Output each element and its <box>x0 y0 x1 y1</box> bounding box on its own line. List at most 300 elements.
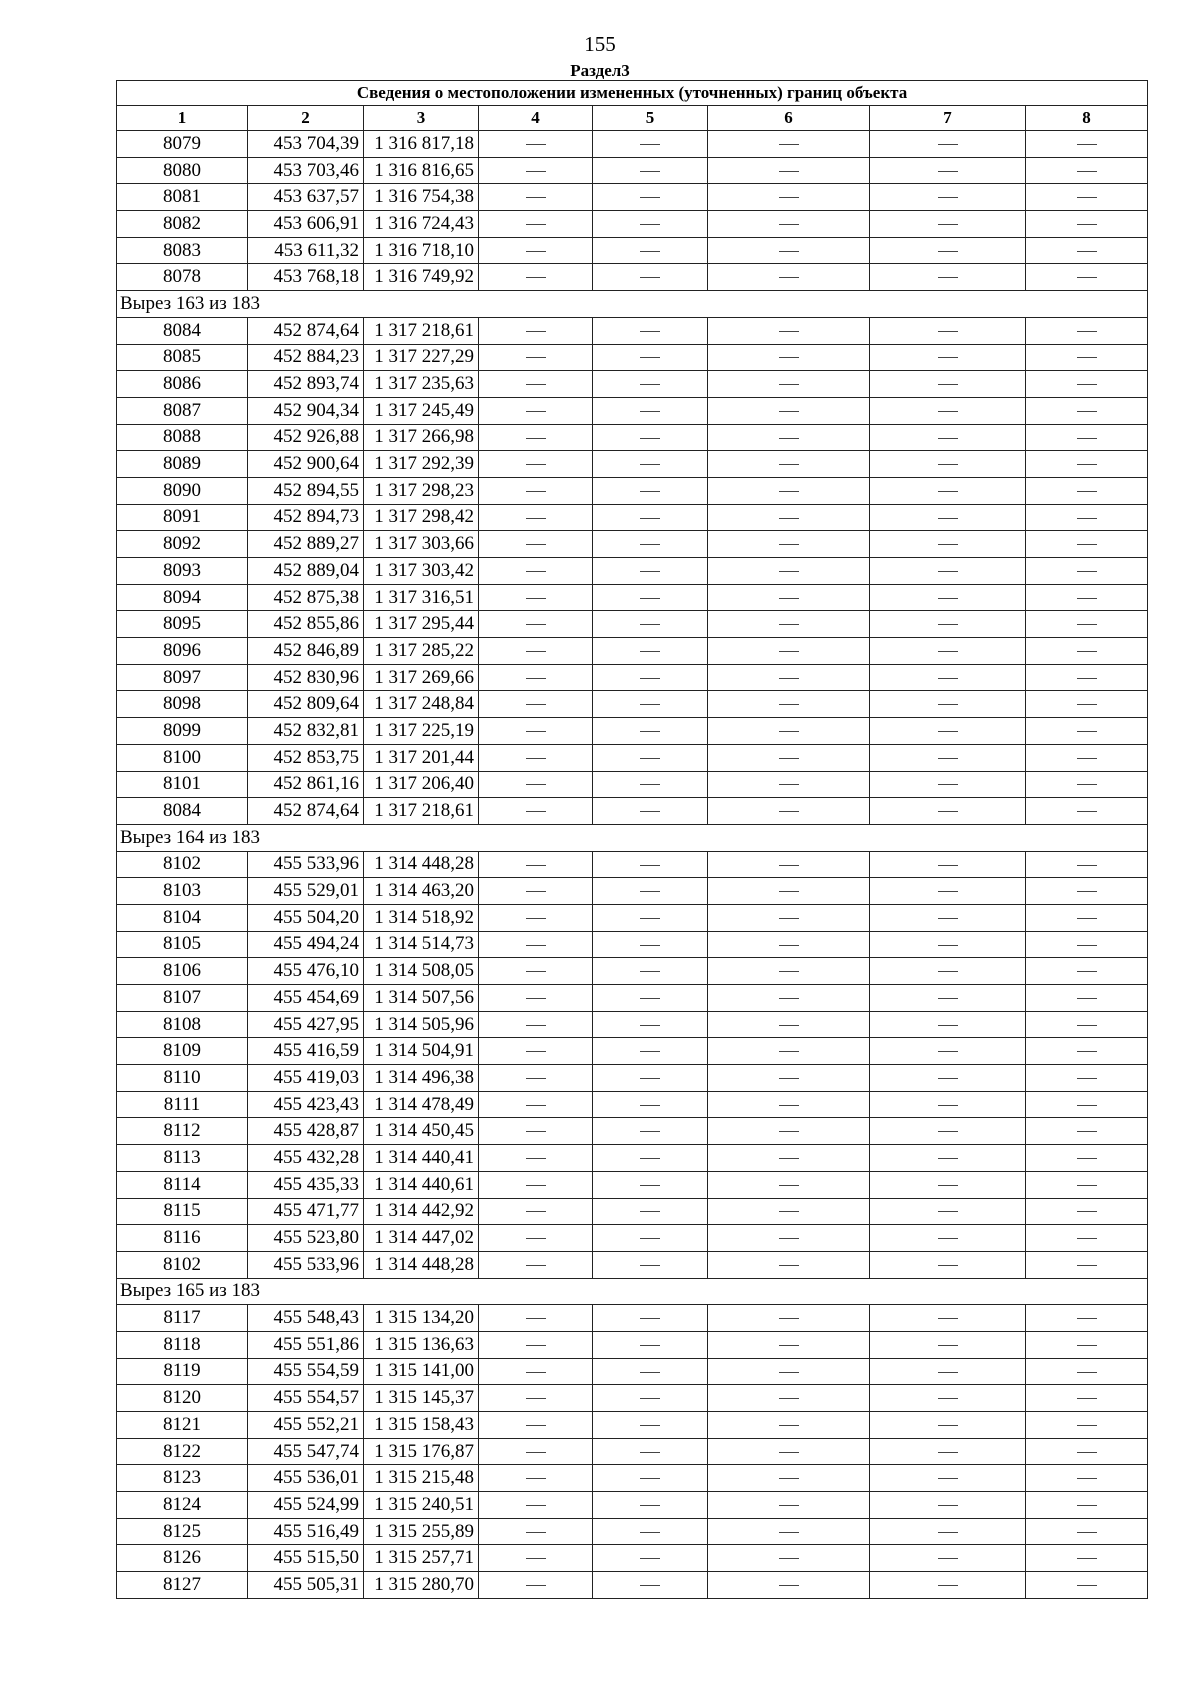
dash-mark <box>526 1505 546 1506</box>
point-number: 8092 <box>117 531 248 558</box>
x-coordinate: 455 552,21 <box>248 1412 364 1439</box>
table-title-row <box>117 81 1148 106</box>
dash-mark <box>526 1318 546 1319</box>
dash-mark <box>526 1585 546 1586</box>
dash-mark <box>779 998 799 999</box>
x-coordinate: 452 884,23 <box>248 344 364 371</box>
dash-mark <box>526 491 546 492</box>
empty-cell <box>708 664 870 691</box>
x-coordinate: 455 554,57 <box>248 1385 364 1412</box>
empty-cell <box>708 1438 870 1465</box>
dash-mark <box>938 1478 958 1479</box>
dash-mark <box>526 197 546 198</box>
empty-cell <box>708 798 870 825</box>
x-coordinate: 453 606,91 <box>248 211 364 238</box>
empty-cell <box>708 371 870 398</box>
point-number: 8114 <box>117 1171 248 1198</box>
y-coordinate: 1 315 158,43 <box>364 1412 479 1439</box>
dash-mark <box>938 144 958 145</box>
dash-mark <box>1077 518 1097 519</box>
dash-mark <box>938 384 958 385</box>
dash-mark <box>526 1211 546 1212</box>
dash-mark <box>938 784 958 785</box>
dash-mark <box>640 224 660 225</box>
dash-mark <box>779 1265 799 1266</box>
dash-mark <box>938 1558 958 1559</box>
empty-cell <box>593 451 708 478</box>
dash-mark <box>1077 1345 1097 1346</box>
empty-cell <box>708 1065 870 1092</box>
dash-mark <box>526 224 546 225</box>
dash-mark <box>526 704 546 705</box>
dash-mark <box>640 865 660 866</box>
x-coordinate: 455 529,01 <box>248 878 364 905</box>
dash-mark <box>640 1318 660 1319</box>
empty-cell <box>479 317 593 344</box>
dash-mark <box>779 357 799 358</box>
empty-cell <box>479 1225 593 1252</box>
empty-cell <box>870 1545 1026 1572</box>
point-number: 8103 <box>117 878 248 905</box>
table-row <box>117 691 1148 718</box>
x-coordinate: 455 515,50 <box>248 1545 364 1572</box>
dash-mark <box>938 758 958 759</box>
dash-mark <box>1077 1425 1097 1426</box>
point-number: 8083 <box>117 237 248 264</box>
table-row <box>117 1091 1148 1118</box>
empty-cell <box>1026 477 1148 504</box>
column-header: 6 <box>708 106 870 131</box>
empty-cell <box>708 1091 870 1118</box>
dash-mark <box>526 544 546 545</box>
x-coordinate: 452 832,81 <box>248 718 364 745</box>
empty-cell <box>479 904 593 931</box>
empty-cell <box>479 638 593 665</box>
empty-cell <box>593 718 708 745</box>
empty-cell <box>870 664 1026 691</box>
empty-cell <box>708 691 870 718</box>
y-coordinate: 1 314 448,28 <box>364 851 479 878</box>
dash-mark <box>526 1158 546 1159</box>
table-row <box>117 1545 1148 1572</box>
empty-cell <box>479 1465 593 1492</box>
empty-cell <box>1026 851 1148 878</box>
table-row <box>117 638 1148 665</box>
empty-cell <box>870 1118 1026 1145</box>
empty-cell <box>708 531 870 558</box>
y-coordinate: 1 317 298,42 <box>364 504 479 531</box>
cut-section-row <box>117 824 1148 851</box>
dash-mark <box>779 1505 799 1506</box>
dash-mark <box>938 491 958 492</box>
empty-cell <box>479 1091 593 1118</box>
dash-mark <box>779 678 799 679</box>
x-coordinate: 455 523,80 <box>248 1225 364 1252</box>
empty-cell <box>1026 958 1148 985</box>
empty-cell <box>479 1011 593 1038</box>
y-coordinate: 1 317 298,23 <box>364 477 479 504</box>
empty-cell <box>593 477 708 504</box>
empty-cell <box>708 1305 870 1332</box>
empty-cell <box>479 1385 593 1412</box>
dash-mark <box>640 891 660 892</box>
column-header: 2 <box>248 106 364 131</box>
dash-mark <box>938 1051 958 1052</box>
dash-mark <box>779 438 799 439</box>
empty-cell <box>708 1038 870 1065</box>
dash-mark <box>526 1558 546 1559</box>
empty-cell <box>1026 1251 1148 1278</box>
dash-mark <box>779 1532 799 1533</box>
table-row <box>117 664 1148 691</box>
dash-mark <box>938 357 958 358</box>
empty-cell <box>593 664 708 691</box>
empty-cell <box>593 1091 708 1118</box>
y-coordinate: 1 316 817,18 <box>364 131 479 158</box>
dash-mark <box>779 1025 799 1026</box>
empty-cell <box>593 611 708 638</box>
dash-mark <box>640 624 660 625</box>
dash-mark <box>938 811 958 812</box>
empty-cell <box>1026 1331 1148 1358</box>
empty-cell <box>479 771 593 798</box>
empty-cell <box>593 878 708 905</box>
y-coordinate: 1 317 285,22 <box>364 638 479 665</box>
empty-cell <box>870 958 1026 985</box>
empty-cell <box>708 958 870 985</box>
empty-cell <box>479 424 593 451</box>
empty-cell <box>1026 211 1148 238</box>
empty-cell <box>1026 1225 1148 1252</box>
y-coordinate: 1 317 248,84 <box>364 691 479 718</box>
empty-cell <box>870 1331 1026 1358</box>
dash-mark <box>1077 651 1097 652</box>
empty-cell <box>593 744 708 771</box>
dash-mark <box>640 1105 660 1106</box>
dash-mark <box>1077 171 1097 172</box>
empty-cell <box>593 264 708 291</box>
empty-cell <box>870 1251 1026 1278</box>
y-coordinate: 1 315 255,89 <box>364 1518 479 1545</box>
dash-mark <box>938 1585 958 1586</box>
dash-mark <box>640 971 660 972</box>
y-coordinate: 1 315 141,00 <box>364 1358 479 1385</box>
empty-cell <box>479 264 593 291</box>
empty-cell <box>870 904 1026 931</box>
table-row <box>117 1171 1148 1198</box>
cut-section-label: Вырез 164 из 183 <box>117 824 1148 851</box>
empty-cell <box>1026 1572 1148 1599</box>
empty-cell <box>1026 504 1148 531</box>
dash-mark <box>938 918 958 919</box>
empty-cell <box>1026 744 1148 771</box>
table-row <box>117 184 1148 211</box>
y-coordinate: 1 317 316,51 <box>364 584 479 611</box>
dash-mark <box>1077 144 1097 145</box>
dash-mark <box>1077 411 1097 412</box>
empty-cell <box>870 851 1026 878</box>
empty-cell <box>1026 985 1148 1012</box>
point-number: 8120 <box>117 1385 248 1412</box>
table-row <box>117 477 1148 504</box>
point-number: 8080 <box>117 157 248 184</box>
dash-mark <box>1077 1585 1097 1586</box>
y-coordinate: 1 317 295,44 <box>364 611 479 638</box>
dash-mark <box>779 1078 799 1079</box>
empty-cell <box>870 397 1026 424</box>
empty-cell <box>479 477 593 504</box>
point-number: 8102 <box>117 851 248 878</box>
empty-cell <box>1026 1545 1148 1572</box>
dash-mark <box>640 1505 660 1506</box>
empty-cell <box>708 744 870 771</box>
dash-mark <box>640 518 660 519</box>
dash-mark <box>526 731 546 732</box>
table-row <box>117 958 1148 985</box>
empty-cell <box>1026 264 1148 291</box>
point-number: 8126 <box>117 1545 248 1572</box>
dash-mark <box>640 144 660 145</box>
empty-cell <box>708 237 870 264</box>
dash-mark <box>779 1211 799 1212</box>
empty-cell <box>708 1465 870 1492</box>
empty-cell <box>708 157 870 184</box>
empty-cell <box>479 878 593 905</box>
point-number: 8081 <box>117 184 248 211</box>
empty-cell <box>593 798 708 825</box>
empty-cell <box>870 1011 1026 1038</box>
point-number: 8104 <box>117 904 248 931</box>
empty-cell <box>870 237 1026 264</box>
point-number: 8109 <box>117 1038 248 1065</box>
dash-mark <box>1077 678 1097 679</box>
dash-mark <box>938 1211 958 1212</box>
empty-cell <box>870 1465 1026 1492</box>
empty-cell <box>1026 1038 1148 1065</box>
dash-mark <box>526 945 546 946</box>
empty-cell <box>479 851 593 878</box>
dash-mark <box>526 1345 546 1346</box>
dash-mark <box>526 758 546 759</box>
point-number: 8099 <box>117 718 248 745</box>
empty-cell <box>708 1331 870 1358</box>
dash-mark <box>779 811 799 812</box>
table-row <box>117 558 1148 585</box>
dash-mark <box>938 1025 958 1026</box>
dash-mark <box>526 918 546 919</box>
dash-mark <box>779 918 799 919</box>
empty-cell <box>593 1358 708 1385</box>
empty-cell <box>708 131 870 158</box>
empty-cell <box>708 184 870 211</box>
dash-mark <box>640 438 660 439</box>
empty-cell <box>870 211 1026 238</box>
y-coordinate: 1 317 225,19 <box>364 718 479 745</box>
x-coordinate: 455 504,20 <box>248 904 364 931</box>
x-coordinate: 455 454,69 <box>248 985 364 1012</box>
dash-mark <box>779 491 799 492</box>
dash-mark <box>779 384 799 385</box>
empty-cell <box>593 851 708 878</box>
dash-mark <box>1077 1185 1097 1186</box>
point-number: 8090 <box>117 477 248 504</box>
empty-cell <box>479 664 593 691</box>
empty-cell <box>870 264 1026 291</box>
point-number: 8102 <box>117 1251 248 1278</box>
empty-cell <box>593 211 708 238</box>
table-row <box>117 904 1148 931</box>
empty-cell <box>870 878 1026 905</box>
empty-cell <box>593 958 708 985</box>
empty-cell <box>708 1145 870 1172</box>
table-row <box>117 1198 1148 1225</box>
dash-mark <box>640 1078 660 1079</box>
dash-mark <box>640 1532 660 1533</box>
dash-mark <box>1077 1131 1097 1132</box>
empty-cell <box>479 1145 593 1172</box>
empty-cell <box>1026 131 1148 158</box>
table-row <box>117 237 1148 264</box>
empty-cell <box>1026 558 1148 585</box>
empty-cell <box>593 1251 708 1278</box>
point-number: 8096 <box>117 638 248 665</box>
x-coordinate: 455 533,96 <box>248 851 364 878</box>
dash-mark <box>1077 1398 1097 1399</box>
empty-cell <box>870 531 1026 558</box>
dash-mark <box>640 1051 660 1052</box>
empty-cell <box>1026 1518 1148 1545</box>
dash-mark <box>526 998 546 999</box>
column-header: 8 <box>1026 106 1148 131</box>
dash-mark <box>1077 971 1097 972</box>
dash-mark <box>640 1025 660 1026</box>
table-row <box>117 1118 1148 1145</box>
y-coordinate: 1 317 266,98 <box>364 424 479 451</box>
empty-cell <box>479 211 593 238</box>
cut-section-label: Вырез 165 из 183 <box>117 1278 1148 1305</box>
dash-mark <box>938 1452 958 1453</box>
dash-mark <box>1077 758 1097 759</box>
dash-mark <box>640 1452 660 1453</box>
dash-mark <box>779 251 799 252</box>
empty-cell <box>593 1038 708 1065</box>
empty-cell <box>479 1038 593 1065</box>
table-row <box>117 131 1148 158</box>
empty-cell <box>479 1358 593 1385</box>
empty-cell <box>1026 1305 1148 1332</box>
table-row <box>117 771 1148 798</box>
dash-mark <box>640 1265 660 1266</box>
x-coordinate: 455 423,43 <box>248 1091 364 1118</box>
table-row <box>117 878 1148 905</box>
point-number: 8084 <box>117 317 248 344</box>
empty-cell <box>593 397 708 424</box>
dash-mark <box>526 784 546 785</box>
x-coordinate: 453 637,57 <box>248 184 364 211</box>
empty-cell <box>593 1118 708 1145</box>
dash-mark <box>640 544 660 545</box>
point-number: 8097 <box>117 664 248 691</box>
empty-cell <box>593 131 708 158</box>
column-header: 4 <box>479 106 593 131</box>
empty-cell <box>1026 1385 1148 1412</box>
empty-cell <box>593 1331 708 1358</box>
empty-cell <box>1026 157 1148 184</box>
empty-cell <box>593 638 708 665</box>
x-coordinate: 453 703,46 <box>248 157 364 184</box>
dash-mark <box>779 1158 799 1159</box>
empty-cell <box>1026 424 1148 451</box>
empty-cell <box>708 1251 870 1278</box>
dash-mark <box>1077 1558 1097 1559</box>
dash-mark <box>779 1398 799 1399</box>
empty-cell <box>593 317 708 344</box>
table-row <box>117 1438 1148 1465</box>
point-number: 8089 <box>117 451 248 478</box>
dash-mark <box>938 171 958 172</box>
y-coordinate: 1 314 447,02 <box>364 1225 479 1252</box>
empty-cell <box>870 1492 1026 1519</box>
y-coordinate: 1 314 440,61 <box>364 1171 479 1198</box>
empty-cell <box>1026 317 1148 344</box>
y-coordinate: 1 317 206,40 <box>364 771 479 798</box>
table-row <box>117 531 1148 558</box>
y-coordinate: 1 315 136,63 <box>364 1331 479 1358</box>
empty-cell <box>708 1518 870 1545</box>
table-title: Сведения о местоположении измененных (уточненных) границ объекта <box>117 81 1148 106</box>
table-row <box>117 798 1148 825</box>
empty-cell <box>708 344 870 371</box>
table-row <box>117 264 1148 291</box>
point-number: 8115 <box>117 1198 248 1225</box>
dash-mark <box>640 1585 660 1586</box>
empty-cell <box>1026 1171 1148 1198</box>
x-coordinate: 452 889,04 <box>248 558 364 585</box>
point-number: 8087 <box>117 397 248 424</box>
x-coordinate: 452 926,88 <box>248 424 364 451</box>
dash-mark <box>640 811 660 812</box>
empty-cell <box>1026 344 1148 371</box>
y-coordinate: 1 317 292,39 <box>364 451 479 478</box>
empty-cell <box>708 264 870 291</box>
empty-cell <box>870 477 1026 504</box>
empty-cell <box>870 771 1026 798</box>
x-coordinate: 455 427,95 <box>248 1011 364 1038</box>
point-number: 8113 <box>117 1145 248 1172</box>
x-coordinate: 452 874,64 <box>248 798 364 825</box>
dash-mark <box>1077 811 1097 812</box>
empty-cell <box>479 1412 593 1439</box>
empty-cell <box>1026 237 1148 264</box>
dash-mark <box>779 891 799 892</box>
empty-cell <box>479 1572 593 1599</box>
point-number: 8105 <box>117 931 248 958</box>
empty-cell <box>479 1065 593 1092</box>
dash-mark <box>640 251 660 252</box>
empty-cell <box>708 1118 870 1145</box>
table-row <box>117 1038 1148 1065</box>
empty-cell <box>708 1011 870 1038</box>
point-number: 8093 <box>117 558 248 585</box>
y-coordinate: 1 314 504,91 <box>364 1038 479 1065</box>
dash-mark <box>779 411 799 412</box>
dash-mark <box>1077 464 1097 465</box>
y-coordinate: 1 314 440,41 <box>364 1145 479 1172</box>
dash-mark <box>938 1185 958 1186</box>
dash-mark <box>938 544 958 545</box>
empty-cell <box>1026 771 1148 798</box>
x-coordinate: 452 889,27 <box>248 531 364 558</box>
